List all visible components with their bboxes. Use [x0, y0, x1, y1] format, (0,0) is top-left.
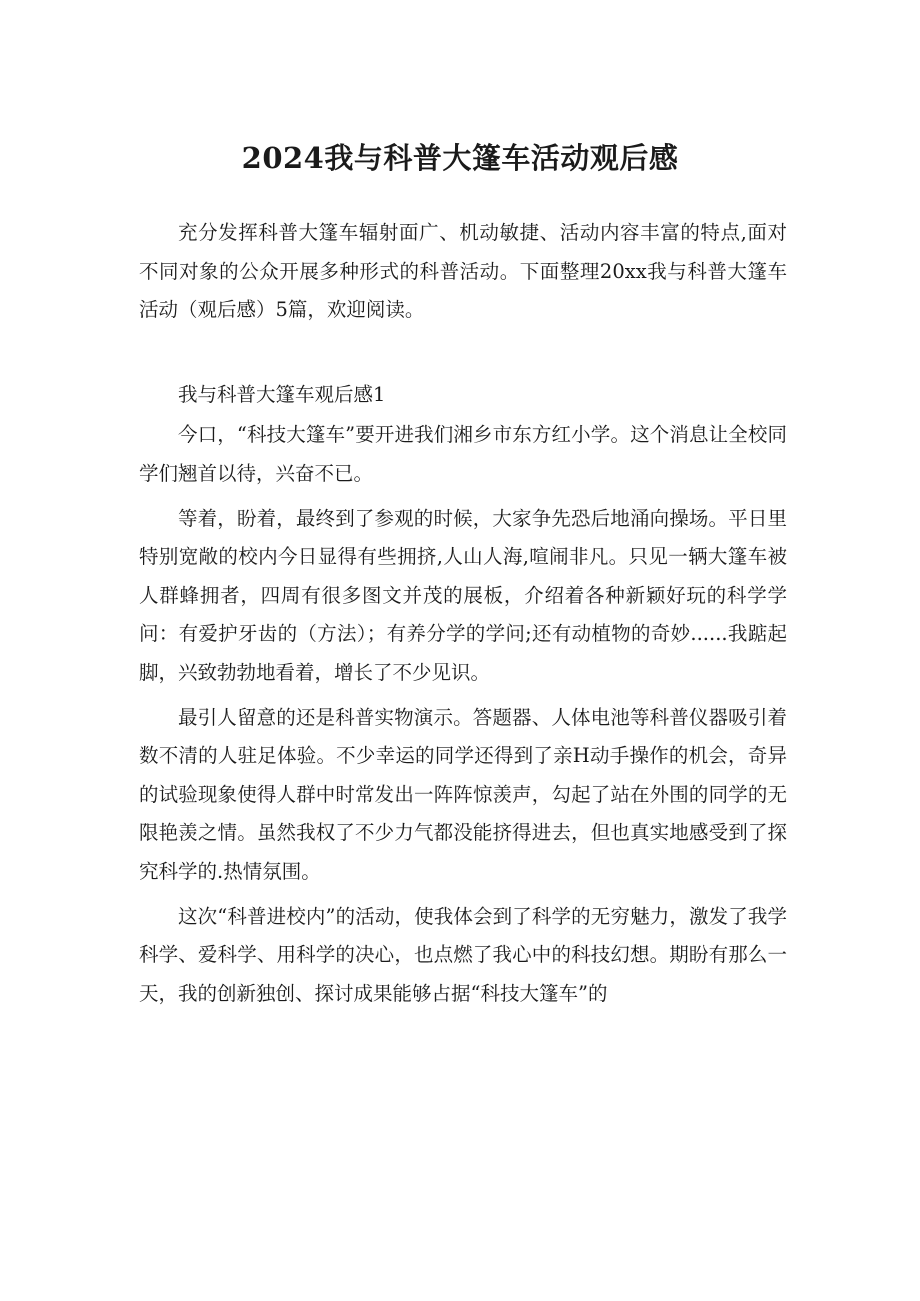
- body-paragraph-4: 这次“科普进校内”的活动，使我体会到了科学的无穷魅力，激发了我学科学、爱科学、用科学的决心，也点燃了我心中的科技幻想。期盼有那么一天，我的创新独创、探讨成果能够占据“科技大篷车”的: [139, 904, 787, 1005]
- document-title: 2024我与科普大篷车活动观后感: [241, 141, 679, 175]
- section-gap: [139, 330, 787, 376]
- body-paragraph-2: 等着，盼着，最终到了参观的时候，大家争先恐后地涌向操场。平日里特别宽敞的校内今日显得有些拥挤,人山人海,喧闹非凡。只见一辆大篷车被人群蜂拥者，四周有很多图文并茂的展板，介绍着各种新颖好玩的科学学问：有爱护牙齿的（方法）；有养分学的学问;还有动植物的奇妙......我踮起脚，兴致勃勃地看着，增长了不少见识。: [139, 506, 787, 684]
- intro-paragraph: 充分发挥科普大篷车辐射面广、机动敏捷、活动内容丰富的特点,面对不同对象的公众开展多种形式的科普活动。下面整理20xx我与科普大篷车活动（观后感）5篇，欢迎阅读。: [139, 221, 787, 322]
- document-body: [139, 214, 787, 1013]
- body-paragraph-1: 今口，“科技大篷车”要开进我们湘乡市东方红小学。这个消息让全校同学们翘首以待，兴奋不已。: [139, 423, 787, 485]
- body-paragraph-3: 最引人留意的还是科普实物演示。答题器、人体电池等科普仪器吸引着数不清的人驻足体验。不少幸运的同学还得到了亲H动手操作的机会，奇异的试验现象使得人群中时常发出一阵阵惊羡声，勾起了站在外围的同学的无限艳羡之情。虽然我权了不少力气都没能挤得进去，但也真实地感受到了探究科学的.热情氛围。: [139, 705, 787, 883]
- section-heading: 我与科普大篷车观后感1: [178, 382, 386, 406]
